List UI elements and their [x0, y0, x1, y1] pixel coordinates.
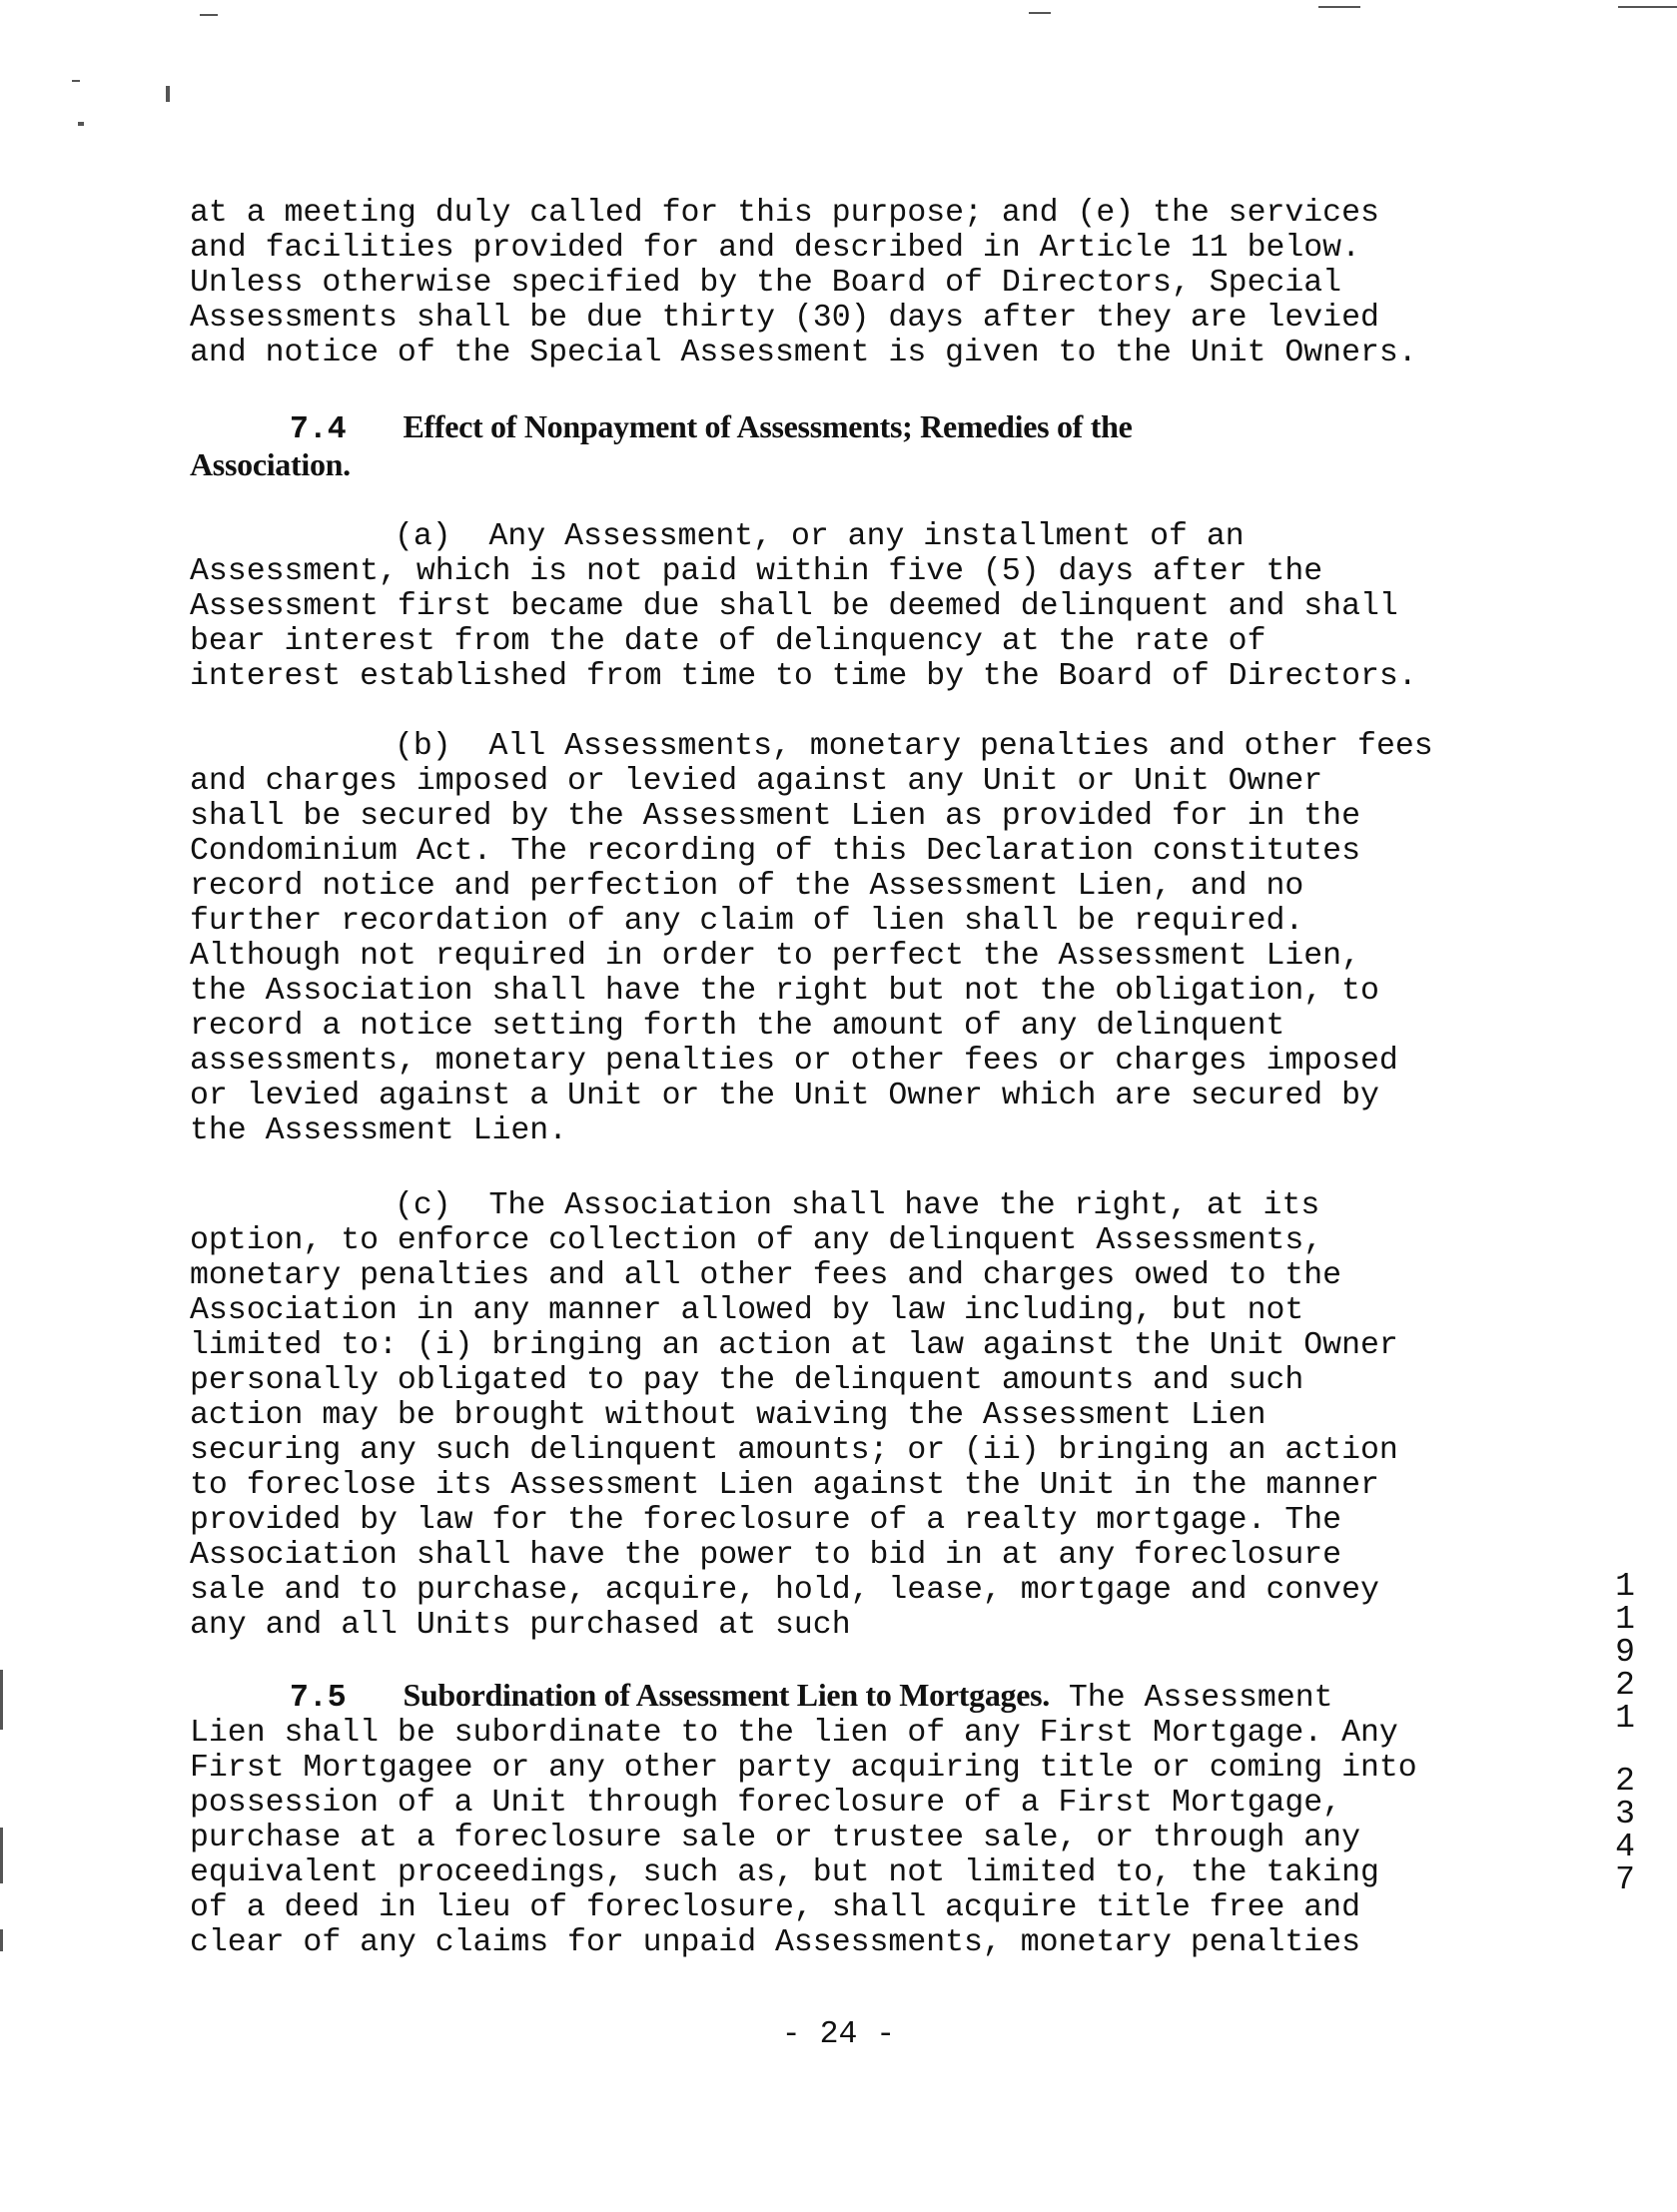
text-line: personally obligated to pay the delinquent amounts and such — [190, 1363, 1304, 1398]
text-line: Assessments shall be due thirty (30) days after they are levied — [190, 301, 1379, 336]
text-line: possession of a Unit through foreclosure of a First Mortgage, — [190, 1786, 1342, 1821]
scan-mark — [1318, 6, 1360, 8]
text-line: provided by law for the foreclosure of a realty mortgage. The — [190, 1503, 1342, 1538]
text-line: First Mortgagee or any other party acquiring title or coming into — [190, 1751, 1417, 1786]
text-line: equivalent proceedings, such as, but not limited to, the taking — [190, 1855, 1379, 1890]
text-line: record notice and perfection of the Assessment Lien, and no — [190, 869, 1304, 904]
text-line: Unless otherwise specified by the Board of Directors, Special — [190, 266, 1342, 301]
scan-mark — [166, 86, 170, 102]
text-line: Lien shall be subordinate to the lien of any First Mortgage. Any — [190, 1716, 1398, 1751]
text-line: clear of any claims for unpaid Assessments, monetary penalties — [190, 1925, 1360, 1960]
text-line: Assessment first became due shall be deemed delinquent and shall — [190, 589, 1398, 624]
scan-mark — [1618, 6, 1677, 8]
text-line: assessments, monetary penalties or other fees or charges imposed — [190, 1044, 1398, 1079]
text-line: Assessment, which is not paid within five (5) days after the — [190, 554, 1323, 589]
text-line: and facilities provided for and described in Article 11 below. — [190, 231, 1360, 266]
section-7-5 — [190, 1678, 1508, 1960]
text-line: at a meeting duly called for this purpose; and (e) the services — [190, 196, 1379, 231]
text-line: to foreclose its Assessment Lien against the Unit in the manner — [190, 1468, 1379, 1503]
text-fragment: The Assessment — [1050, 1681, 1333, 1716]
text-line: limited to: (i) bringing an action at law against the Unit Owner — [190, 1328, 1398, 1363]
text-line: (b) All Assessments, monetary penalties and other fees — [395, 729, 1433, 764]
stamp-gap — [1610, 1735, 1640, 1765]
stamp-digit: 1 — [1615, 1700, 1635, 1737]
paragraph-c — [190, 1188, 1508, 1643]
text-line: purchase at a foreclosure sale or trustee sale, or through any — [190, 1821, 1360, 1855]
section-number: 7.5 — [290, 1681, 347, 1716]
text-line: interest established from time to time by the Board of Directors. — [190, 659, 1417, 694]
scan-mark — [1029, 12, 1051, 14]
scan-mark — [0, 1670, 3, 1730]
text-line: Although not required in order to perfect the Assessment Lien, — [190, 939, 1360, 974]
stamp-digit: 1 — [1615, 1601, 1635, 1638]
stamp-digit: 1 — [1615, 1568, 1635, 1605]
stamp-digit: 9 — [1615, 1634, 1635, 1671]
text-line: shall be secured by the Assessment Lien as provided for in the — [190, 799, 1360, 834]
text-line: the Association shall have the right but not the obligation, to — [190, 974, 1379, 1009]
scan-mark — [0, 1828, 3, 1883]
text-line: the Assessment Lien. — [190, 1113, 568, 1148]
page-number: - 24 - — [781, 2017, 896, 2052]
scan-mark — [78, 122, 84, 126]
text-line: and notice of the Special Assessment is given to the Unit Owners. — [190, 336, 1417, 370]
text-line: or levied against a Unit or the Unit Owner which are secured by — [190, 1079, 1379, 1113]
text-line: option, to enforce collection of any delinquent Assessments, — [190, 1223, 1323, 1258]
section-title: Subordination of Assessment Lien to Mortgages. — [403, 1677, 1050, 1713]
stamp-digit: 2 — [1615, 1763, 1635, 1800]
stamp-digit: 4 — [1615, 1829, 1635, 1865]
text-line: securing any such delinquent amounts; or (ii) bringing an action — [190, 1433, 1398, 1468]
text-line: (c) The Association shall have the right, at its — [395, 1188, 1320, 1223]
text-line: sale and to purchase, acquire, hold, lease, mortgage and convey — [190, 1573, 1379, 1608]
section-heading-7-4 — [190, 409, 1508, 485]
text-line: further recordation of any claim of lien shall be required. — [190, 904, 1304, 939]
paragraph-continuation — [190, 196, 1508, 370]
text-line: record a notice setting forth the amount of any delinquent — [190, 1009, 1285, 1044]
section-title-continued: Association. — [190, 446, 351, 482]
scan-mark — [0, 1929, 3, 1951]
text-line: Association shall have the power to bid in at any foreclosure — [190, 1538, 1342, 1573]
paragraph-b — [190, 729, 1508, 1148]
text-line: of a deed in lieu of foreclosure, shall acquire title free and — [190, 1890, 1360, 1925]
text-line: (a) Any Assessment, or any installment of an — [395, 519, 1245, 554]
text-line: monetary penalties and all other fees and charges owed to the — [190, 1258, 1342, 1293]
section-title: Effect of Nonpayment of Assessments; Remedies of the — [403, 408, 1133, 444]
paragraph-a — [190, 519, 1508, 694]
text-line: Association in any manner allowed by law including, but not — [190, 1293, 1304, 1328]
text-line: Condominium Act. The recording of this Declaration constitutes — [190, 834, 1360, 869]
recording-number-stamp — [1610, 1570, 1640, 1896]
text-line: any and all Units purchased at such — [190, 1608, 851, 1643]
scan-mark — [72, 80, 80, 82]
text-line: and charges imposed or levied against any Unit or Unit Owner — [190, 764, 1323, 799]
section-number: 7.4 — [290, 412, 347, 447]
scan-mark — [200, 14, 218, 16]
stamp-digit: 3 — [1615, 1796, 1635, 1833]
stamp-digit: 7 — [1615, 1861, 1635, 1898]
text-line: action may be brought without waiving the Assessment Lien — [190, 1398, 1266, 1433]
stamp-digit: 2 — [1615, 1667, 1635, 1704]
text-line: bear interest from the date of delinquency at the rate of — [190, 624, 1266, 659]
